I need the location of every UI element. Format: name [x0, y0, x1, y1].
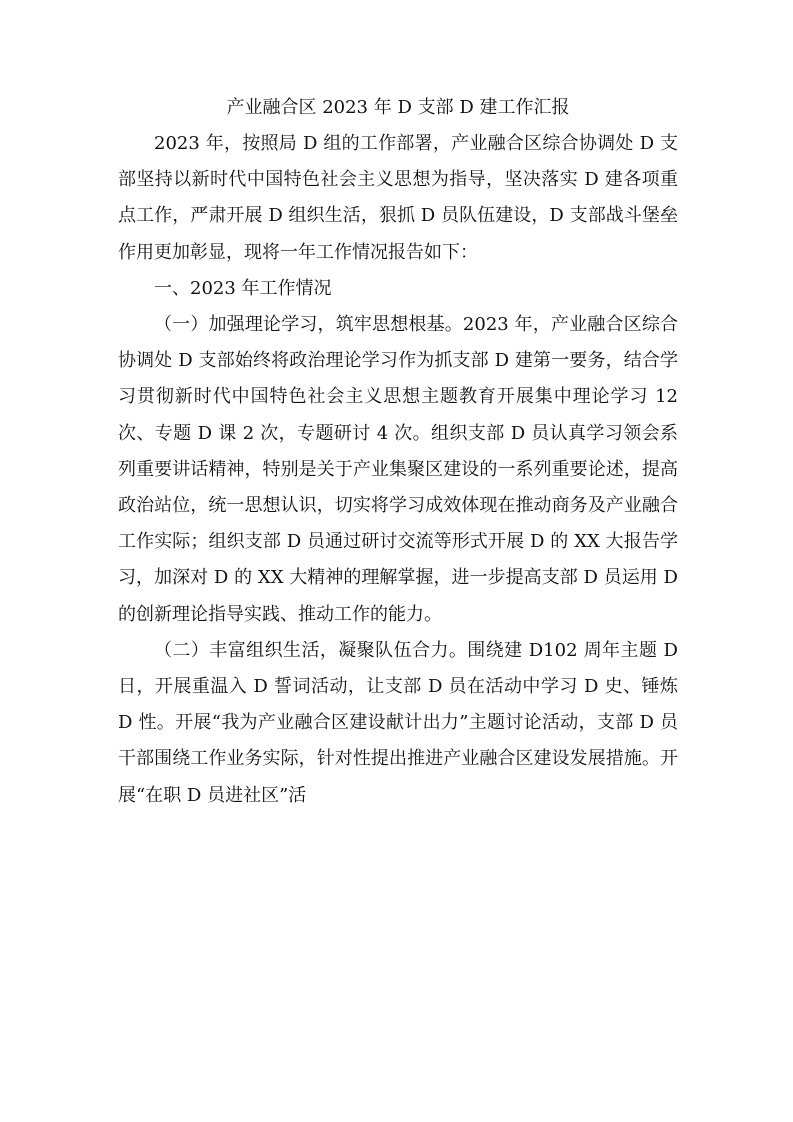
section-paragraph-1: （一）加强理论学习，筑牢思想根基。2023 年，产业融合区综合协调处 D 支部始终将政治理论学习作为抓支部 D 建第一要务，结合学习贯彻新时代中国特色社会主义思想主题教育开展集中理论学习 12 次、专题 D 课 2 次，专题研讨 4 次。组织支部 D 员认真学习领会系列重要讲话精神，特别是关于产业集聚区建设的一系列重要论述，提高政治站位，统一思想认识，切实将学习成效体现在推动商务及产业融合工作实际；组织支部 D 员通过研讨交流等形式开展 D 的 XX 大报告学习，加深对 D 的 XX 大精神的理解掌握，进一步提高支部 D 员运用 D 的创新理论指导实践、推动工作的能力。 [118, 314, 678, 625]
section-paragraph-2: （二）丰富组织生活，凝聚队伍合力。围绕建 D102 周年主题 D 日，开展重温入 D 誓词活动，让支部 D 员在活动中学习 D 史、锤炼 D 性。开展“我为产业融合区建设献计出力”主题讨论活动，支部 D 员干部围绕工作业务实际，针对性提出推进产业融合区建设发展措施。开展“在职 D 员进社区”活 [118, 639, 678, 806]
document-body [118, 90, 678, 814]
document-title: 产业融合区 2023 年 D 支部 D 建工作汇报 [226, 97, 570, 118]
section-heading: 一、2023 年工作情况 [154, 277, 332, 299]
intro-paragraph: 2023 年，按照局 D 组的工作部署，产业融合区综合协调处 D 支部坚持以新时代中国特色社会主义思想为指导，坚决落实 D 建各项重点工作，严肃开展 D 组织生活，狠抓 D 员队伍建设，D 支部战斗堡垒作用更加彰显，现将一年工作情况报告如下： [118, 133, 678, 263]
